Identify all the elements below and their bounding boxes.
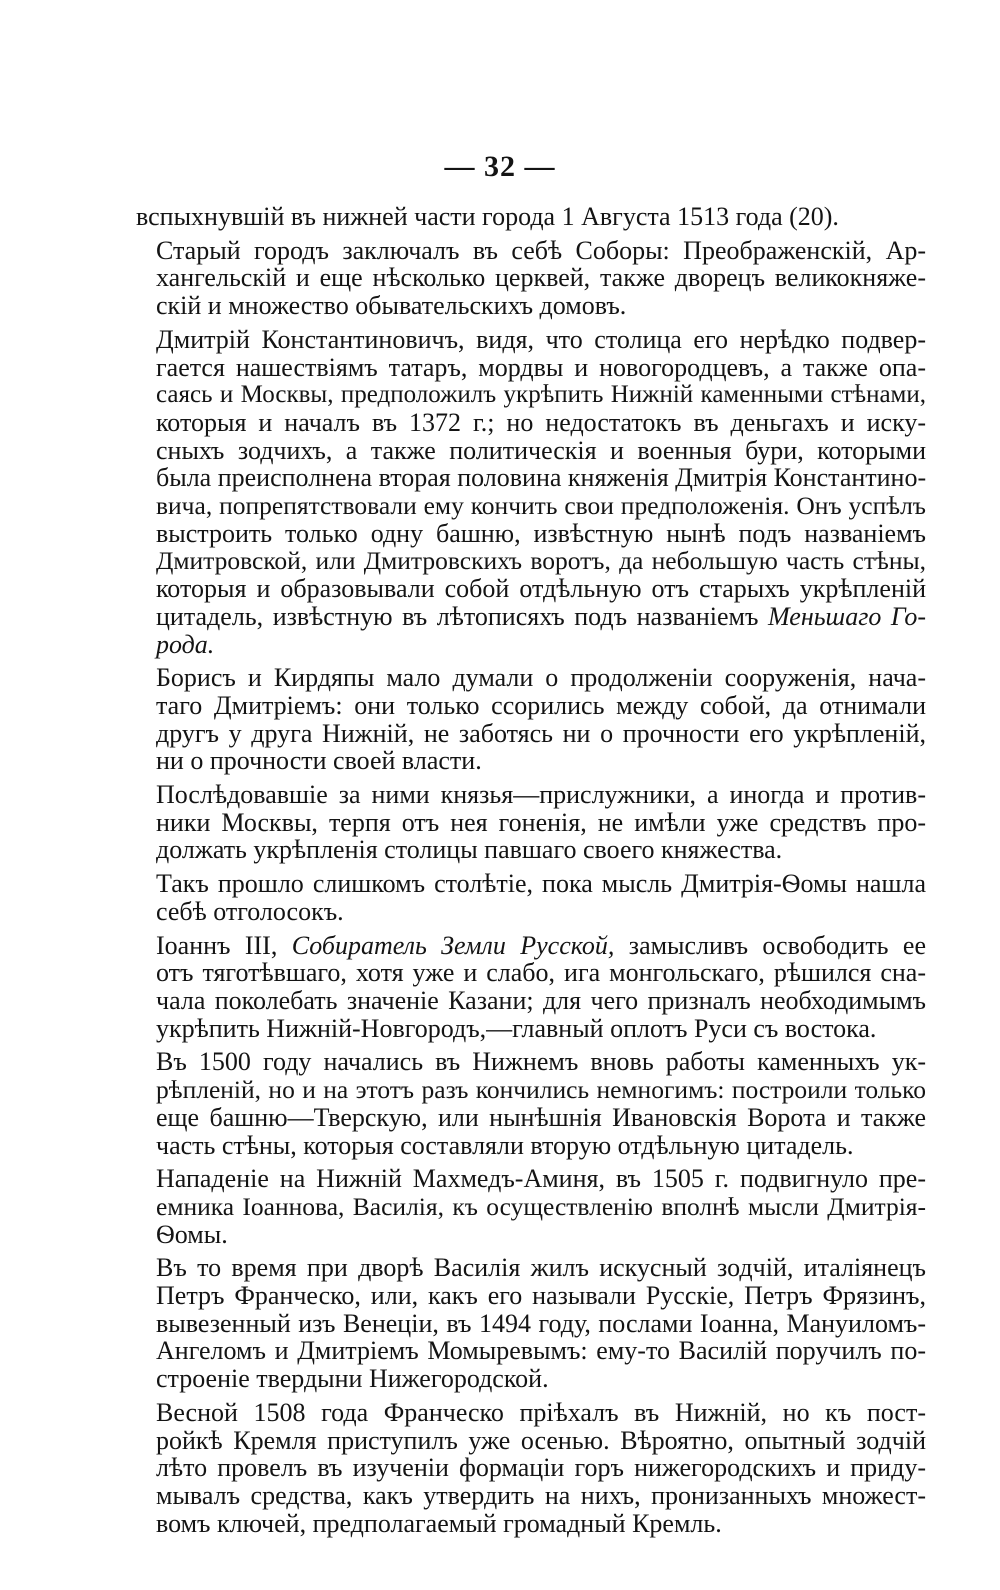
text-line: ни о прочности своей власти.	[156, 746, 482, 776]
text-segment: Іоаннъ III,	[156, 930, 278, 960]
text-line: Въ 1500 году начались въ Нижнемъ вновь работы каменныхъ ук-	[156, 1047, 926, 1077]
text-segment: цитадель, извѣстную въ лѣтописяхъ подъ названіемъ	[156, 601, 759, 631]
text-line: была преисполнена вторая половина княженія Дмитрія Константино-	[156, 463, 927, 493]
text-line: вывезенный изъ Венеціи, въ 1494 году, послами Іоанна, Мануиломъ-	[156, 1308, 926, 1338]
paragraph	[136, 1399, 926, 1538]
paragraph	[136, 664, 926, 775]
text-line: Въ то время при дворѣ Василія жилъ искусный зодчій, италіянецъ	[156, 1253, 926, 1283]
text-line: вича, попрепятствовали ему кончить свои предположенія. Онъ успѣлъ	[156, 491, 926, 521]
text-line: сныхъ зодчихъ, а также политическія и военныя бури, которыми	[156, 435, 926, 465]
text-line: которыя и образовывали собой отдѣльную отъ старыхъ укрѣпленій	[156, 574, 926, 604]
text-line: Петръ Франческо, или, какъ его называли Русскіе, Петръ Фрязинъ,	[156, 1281, 926, 1311]
text-line: рѣпленій, но и на этотъ разъ кончились немногимъ: построили только	[156, 1075, 926, 1105]
text-line: еще башню—Тверскую, или нынѣшнія Ивановскія Ворота и также	[156, 1102, 926, 1132]
text-line: гается нашествіямъ татаръ, мордвы и новогородцевъ, а также опа-	[156, 352, 926, 382]
text-line: Дмитровской, или Дмитровскихъ воротъ, да небольшую часть стѣны,	[156, 546, 926, 576]
text-line: строеніе твердыни Нижегородской.	[156, 1364, 549, 1394]
paragraph	[136, 237, 926, 320]
text-line: часть стѣны, которыя составляли вторую отдѣльную цитадель.	[156, 1130, 854, 1160]
text-line: вспыхнувшій въ нижней части города 1 Августа 1513 года (20).	[136, 202, 839, 231]
text-line: скій и множество обывательскихъ домовъ.	[156, 291, 627, 321]
text-line: лѣто провелъ въ изученіи формаціи горъ нижегородскихъ и приду-	[156, 1453, 926, 1483]
text-line: выстроить только одну башню, извѣстную нынѣ подъ названіемъ	[156, 518, 926, 548]
italic-title-end: рода.	[156, 629, 215, 659]
paragraph	[136, 203, 926, 231]
italic-title: Меньшаго Го-	[768, 601, 927, 631]
text-line: таго Дмитріемъ: они только ссорились между собой, да отнимали	[156, 690, 926, 720]
text-line: хангельскій и еще нѣсколько церквей, также дворецъ великокняже-	[156, 263, 926, 293]
paragraph	[136, 1165, 926, 1248]
text-line: которыя и началъ въ 1372 г.; но недостатокъ въ деньгахъ и иску-	[156, 407, 926, 437]
paragraph	[136, 1048, 926, 1159]
text-line	[136, 932, 926, 960]
paragraph	[136, 326, 926, 658]
paragraph	[136, 1254, 926, 1393]
text-line: чала поколебать значеніе Казани; для чего призналъ необходимымъ	[156, 985, 926, 1015]
text-line: ники Москвы, терпя отъ нея гоненія, не имѣли уже средствъ про-	[156, 807, 926, 837]
paragraph	[136, 781, 926, 864]
text-line: вомъ ключей, предполагаемый громадный Кремль.	[156, 1508, 722, 1538]
page-number: — 32 —	[444, 150, 556, 183]
text-line: Весной 1508 года Франческо пріѣхалъ въ Нижній, но къ пост-	[156, 1397, 926, 1427]
text-line: другъ у друга Нижній, не заботясь ни о прочности его укрѣпленій,	[156, 718, 926, 748]
paragraph	[136, 932, 926, 1043]
text-body	[136, 203, 926, 1543]
paragraph	[136, 870, 926, 925]
text-line: Послѣдовавшіе за ними князья—прислужники, а иногда и против-	[156, 780, 926, 810]
text-line: Старый городъ заключалъ въ себѣ Соборы: Преображенскій, Ар-	[156, 235, 926, 265]
text-line: Ѳомы.	[156, 1219, 228, 1249]
text-line: мывалъ средства, какъ утвердить на нихъ, пронизанныхъ множест-	[156, 1480, 926, 1510]
text-line	[136, 603, 926, 631]
text-line	[136, 631, 926, 659]
text-line: Ангеломъ и Дмитріемъ Момыревымъ: ему-то Василій поручилъ по-	[156, 1336, 926, 1366]
text-line: себѣ отголосокъ.	[156, 896, 344, 926]
italic-title: Собиратель Земли Русской,	[291, 930, 615, 960]
text-line: Дмитрій Константиновичъ, видя, что столица его нерѣдко подвер-	[156, 324, 926, 354]
text-line: ройкѣ Кремля приступилъ уже осенью. Вѣроятно, опытный зодчій	[156, 1425, 926, 1455]
text-line: укрѣпить Нижній-Новгородъ,—главный оплотъ Руси съ востока.	[156, 1013, 877, 1043]
text-line: Нападеніе на Нижній Махмедъ-Аминя, въ 1505 г. подвигнуло пре-	[156, 1164, 926, 1194]
text-line: должать укрѣпленія столицы павшаго своего княжества.	[156, 835, 783, 865]
text-line: емника Іоаннова, Василія, къ осуществленію вполнѣ мысли Дмитрія-	[156, 1191, 926, 1221]
text-line: Такъ прошло слишкомъ столѣтіе, пока мысль Дмитрія-Ѳомы нашла	[156, 869, 926, 899]
text-segment: замысливъ освободить ее	[628, 930, 926, 960]
text-line: отъ тяготѣвшаго, хотя уже и слабо, ига монгольскаго, рѣшился сна-	[156, 958, 926, 988]
text-line: Борисъ и Кирдяпы мало думали о продолженіи сооруженія, нача-	[156, 663, 926, 693]
text-line: саясь и Москвы, предположилъ укрѣпить Нижній каменными стѣнами,	[156, 381, 926, 409]
